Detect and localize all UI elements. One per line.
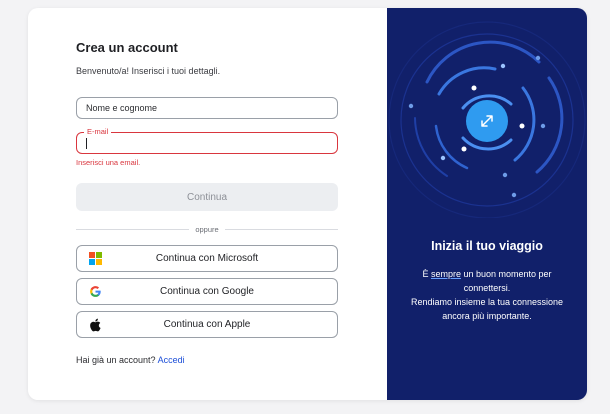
continue-with-google-button[interactable] [76,278,338,305]
apple-logo-icon [88,318,102,332]
page-subtitle: Benvenuto/a! Inserisci i tuoi dettagli. [76,66,221,76]
page-title: Crea un account [76,40,178,55]
apple-button-label: Continua con Apple [163,319,251,330]
full-name-placeholder: Nome e cognome [86,103,158,113]
divider-line-right [225,229,338,230]
promo-body-prefix: È [422,269,431,279]
microsoft-button-label: Continua con Microsoft [155,253,259,264]
google-logo-icon [88,285,102,299]
signup-form-panel [28,8,387,400]
google-button-label: Continua con Google [160,286,254,297]
continue-button[interactable]: Continua [76,183,338,211]
email-label: E-mail [84,127,111,137]
text-caret [86,138,87,149]
promo-body [407,267,567,323]
login-link[interactable]: Accedi [157,355,185,365]
continue-with-apple-button[interactable] [76,311,338,338]
microsoft-logo-icon [88,252,102,266]
divider-line-left [76,229,189,230]
promo-panel [387,8,587,400]
promo-title: Inizia il tuo viaggio [431,239,543,253]
login-prompt [76,355,185,365]
signup-card [28,8,587,400]
continue-with-microsoft-button[interactable] [76,245,338,272]
promo-body-rest: un buon momento per connettersi. [460,269,552,293]
full-name-field[interactable] [76,97,338,119]
email-field[interactable] [76,127,338,154]
promo-body-highlight: sempre [430,269,461,279]
expand-arrows-icon [479,113,495,129]
login-prompt-text: Hai già un account? [76,355,156,365]
promo-body-line2: Rendiamo insieme la tua connessione ancora più importante. [410,297,564,321]
or-divider [76,224,338,234]
divider-text: oppure [195,224,219,234]
email-error-message: Inserisci una email. [76,158,141,167]
